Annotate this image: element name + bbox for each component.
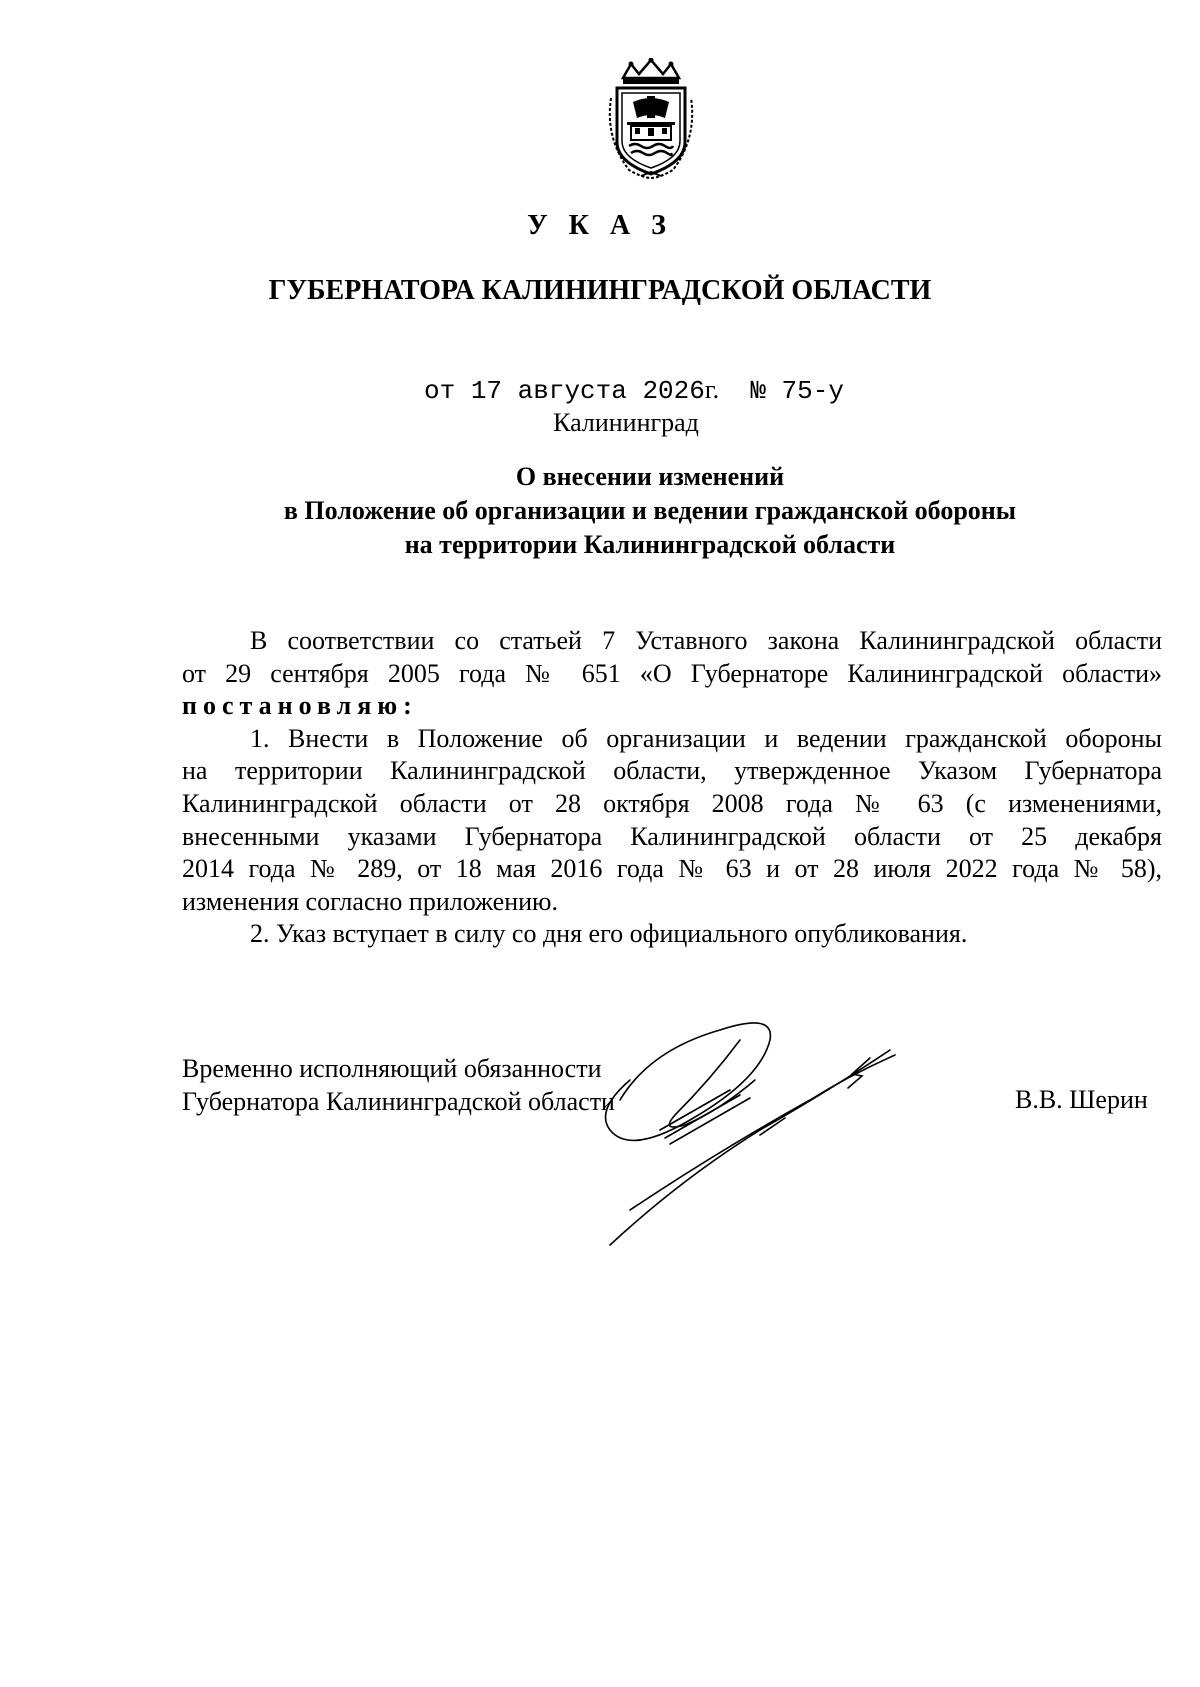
item-line: изменения согласно приложению.	[182, 886, 558, 916]
document-type-title: У К А З	[527, 210, 673, 241]
date-prefix: от	[424, 376, 456, 406]
document-body	[182, 625, 1162, 951]
item-line: 2. Указ вступает в силу со дня его официального опубликования.	[250, 919, 968, 949]
preamble-line: В соответствии со статьей 7 Уставного закона Калининградской области	[250, 626, 1162, 655]
decree-word: постановляю:	[182, 691, 418, 721]
signatory-position-line: Губернатора Калининградской области	[182, 1087, 615, 1116]
item-line: 1. Внести в Положение об организации и ведении гражданской обороны	[250, 723, 1162, 753]
document-date: 17 августа 2026	[470, 376, 705, 406]
coat-of-arms-emblem	[603, 58, 699, 180]
city-name: Калининград	[553, 408, 699, 437]
item-line: на территории Калининградской области, утвержденное Указом Губернатора	[182, 756, 1162, 786]
issuing-authority-title: ГУБЕРНАТОРА КАЛИНИНГРАДСКОЙ ОБЛАСТИ	[268, 275, 932, 306]
preamble-line: от 29 сентября 2005 года № 651 «О Губернаторе Калининградской области»	[182, 658, 1162, 688]
date-suffix: г.	[704, 375, 720, 404]
item-line: Калининградской области от 28 октября 2008 года № 63 (с изменениями,	[182, 788, 1162, 818]
item-line: 2014 года № 289, от 18 мая 2016 года № 63 и от 28 июля 2022 года № 58),	[182, 854, 1162, 884]
subject-line: О внесении изменений	[515, 462, 785, 491]
document-subject	[150, 460, 1150, 562]
signatory-position	[182, 1052, 615, 1118]
document-number: 75-у	[781, 376, 844, 406]
subject-line: в Положение об организации и ведении гражданской обороны	[283, 496, 1017, 525]
number-prefix: №	[750, 376, 766, 406]
signatory-name: В.В. Шерин	[1015, 1085, 1148, 1114]
subject-line: на территории Калининградской области	[404, 530, 896, 559]
item-line: внесенными указами Губернатора Калининградской области от 25 декабря	[182, 821, 1162, 851]
date-number-line	[424, 375, 844, 406]
signatory-position-line: Временно исполняющий обязанности	[182, 1054, 602, 1083]
handwritten-signature	[590, 1010, 950, 1260]
